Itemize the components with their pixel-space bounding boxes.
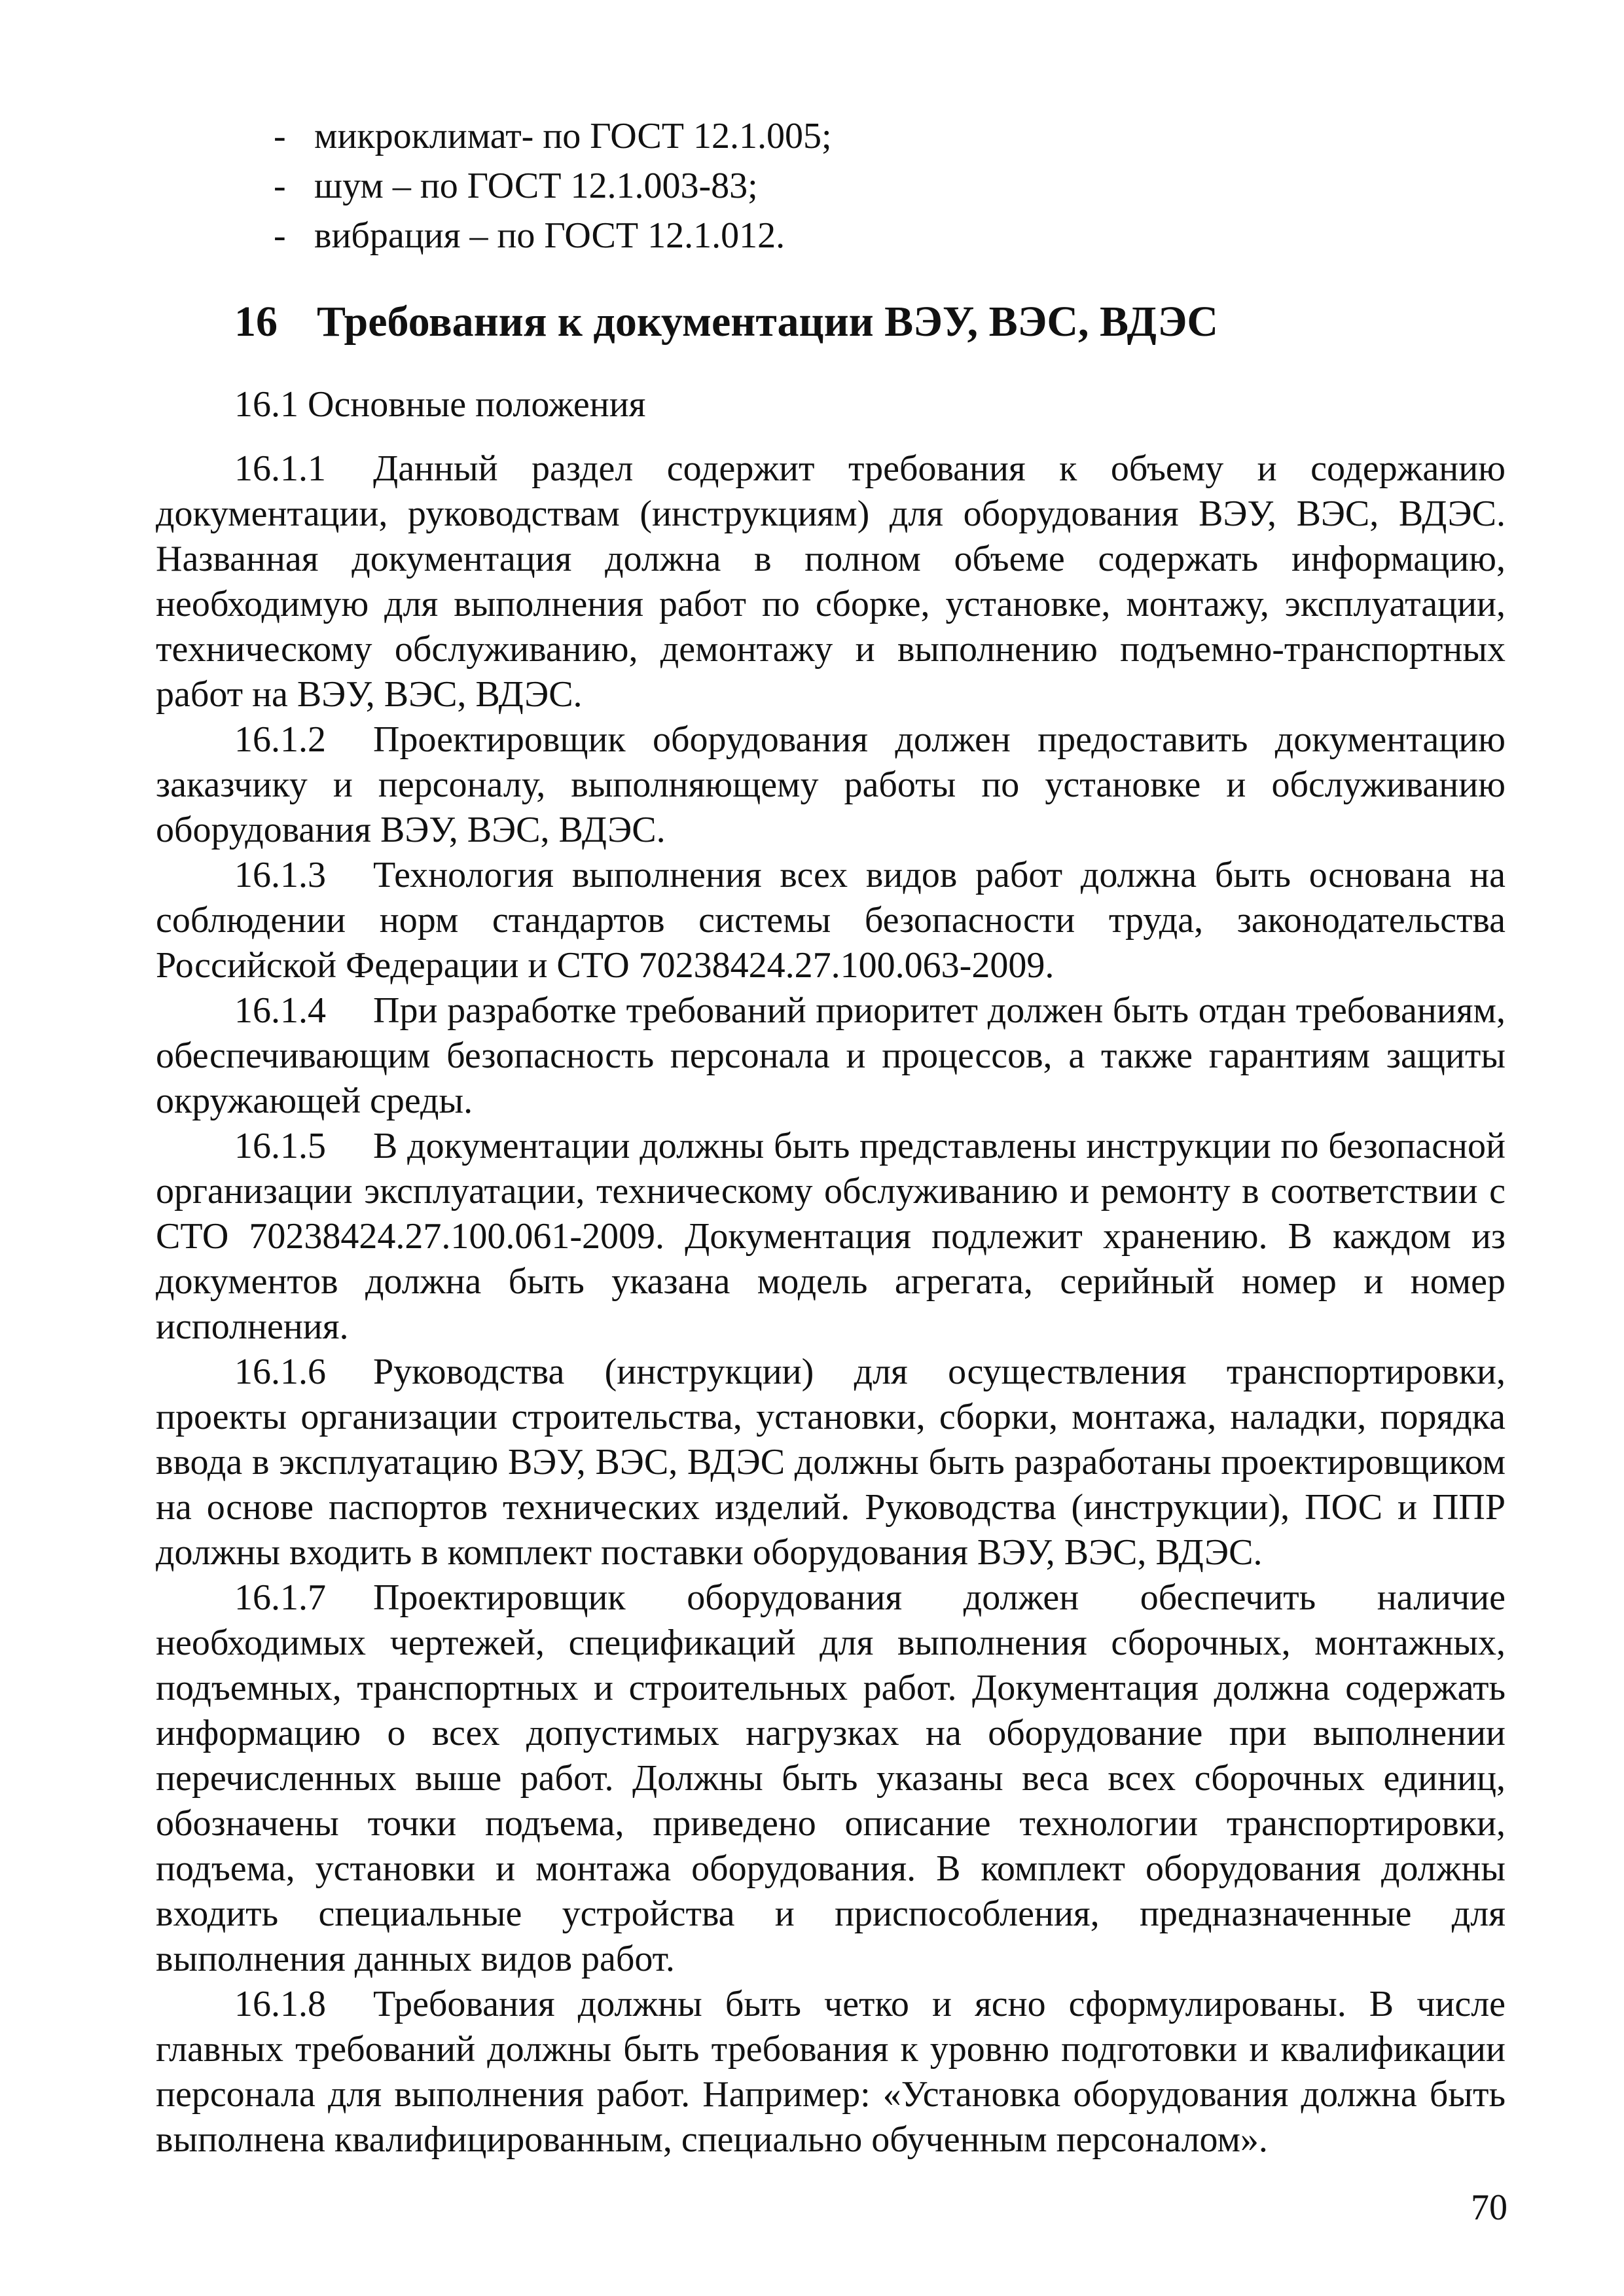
- section-number: 16: [234, 298, 278, 346]
- paragraph-number: 16.1.7: [234, 1577, 326, 1618]
- paragraph-number: 16.1.4: [234, 990, 326, 1031]
- paragraph-text: В документации должны быть представлены инструкции по безопасной организации эксплуатации, техническому обслуживанию и ремонту в соответствии с СТО 70238424.27.100.061-2009. Документация подлежит хранению. В каждом из документов должна быть указана модель агрегата, серийный номер и номер исполнения.: [156, 1126, 1506, 1347]
- list-dash: -: [274, 215, 286, 256]
- document-page: [156, 111, 1506, 2162]
- list-item-text: микроклимат- по ГОСТ 12.1.005;: [314, 116, 832, 156]
- paragraph-text: Проектировщик оборудования должен обеспечить наличие необходимых чертежей, спецификаций для выполнения сборочных, монтажных, подъемных, транспортных и строительных работ. Документация должна содержать информацию о всех допустимых нагрузках на оборудование при выполнении перечисленных выше работ. Должны быть указаны веса всех сборочных единиц, обозначены точки подъема, приведено описание технологии транспортировки, подъема, установки и монтажа оборудования. В комплект оборудования должны входить специальные устройства и приспособления, предназначенные для выполнения данных видов работ.: [156, 1577, 1506, 1979]
- paragraph-number: 16.1.6: [234, 1352, 326, 1392]
- list-dash: -: [274, 116, 286, 156]
- paragraph-16-1-2: [156, 717, 1506, 853]
- paragraph-16-1-4: [156, 988, 1506, 1124]
- paragraph-text: Требования должны быть четко и ясно сформулированы. В числе главных требований должны быть требования к уровню подготовки и квалификации персонала для выполнения работ. Например: «Установка оборудования должна быть выполнена квалифицированным, специально обученным персоналом».: [156, 1984, 1506, 2160]
- paragraph-16-1-3: [156, 853, 1506, 988]
- subsection-title: 16.1 Основные положения: [234, 384, 646, 425]
- section-title: Требования к документации ВЭУ, ВЭС, ВДЭС: [317, 298, 1219, 346]
- paragraph-text: Руководства (инструкции) для осуществления транспортировки, проекты организации строительства, установки, сборки, монтажа, наладки, порядка ввода в эксплуатацию ВЭУ, ВЭС, ВДЭС должны быть разработаны проектировщиком на основе паспортов технических изделий. Руководства (инструкции), ПОС и ППР должны входить в комплект поставки оборудования ВЭУ, ВЭС, ВДЭС.: [156, 1352, 1506, 1573]
- paragraph-number: 16.1.1: [234, 448, 326, 489]
- paragraph-text: При разработке требований приоритет должен быть отдан требованиям, обеспечивающим безопасность персонала и процессов, а также гарантиям защиты окружающей среды.: [156, 990, 1506, 1121]
- paragraph-16-1-8: [156, 1982, 1506, 2162]
- paragraph-16-1-6: [156, 1350, 1506, 1575]
- paragraph-text: Данный раздел содержит требования к объему и содержанию документации, руководствам (инструкциям) для оборудования ВЭУ, ВЭС, ВДЭС. Названная документация должна в полном объеме содержать информацию, необходимую для выполнения работ по сборке, установке, монтажу, эксплуатации, техническому обслуживанию, демонтажу и выполнению подъемно-транспортных работ на ВЭУ, ВЭС, ВДЭС.: [156, 448, 1506, 715]
- list-item-text: вибрация – по ГОСТ 12.1.012.: [314, 215, 785, 256]
- list-item: [234, 111, 1506, 161]
- paragraph-number: 16.1.8: [234, 1984, 326, 2024]
- paragraph-16-1-5: [156, 1124, 1506, 1350]
- list-item: [234, 161, 1506, 211]
- section-heading: [234, 295, 1506, 350]
- requirements-list: [156, 111, 1506, 260]
- paragraph-16-1-1: [156, 446, 1506, 717]
- list-item: [234, 211, 1506, 260]
- page-number: 70: [1471, 2187, 1507, 2228]
- paragraph-number: 16.1.2: [234, 719, 326, 760]
- paragraph-number: 16.1.5: [234, 1126, 326, 1166]
- paragraph-16-1-7: [156, 1575, 1506, 1982]
- list-item-text: шум – по ГОСТ 12.1.003-83;: [314, 166, 758, 206]
- paragraph-number: 16.1.3: [234, 855, 326, 895]
- paragraph-text: Технология выполнения всех видов работ должна быть основана на соблюдении норм стандартов системы безопасности труда, законодательства Российской Федерации и СТО 70238424.27.100.063-2009.: [156, 855, 1506, 986]
- paragraph-text: Проектировщик оборудования должен предоставить документацию заказчику и персоналу, выполняющему работы по установке и обслуживанию оборудования ВЭУ, ВЭС, ВДЭС.: [156, 719, 1506, 850]
- list-dash: -: [274, 166, 286, 206]
